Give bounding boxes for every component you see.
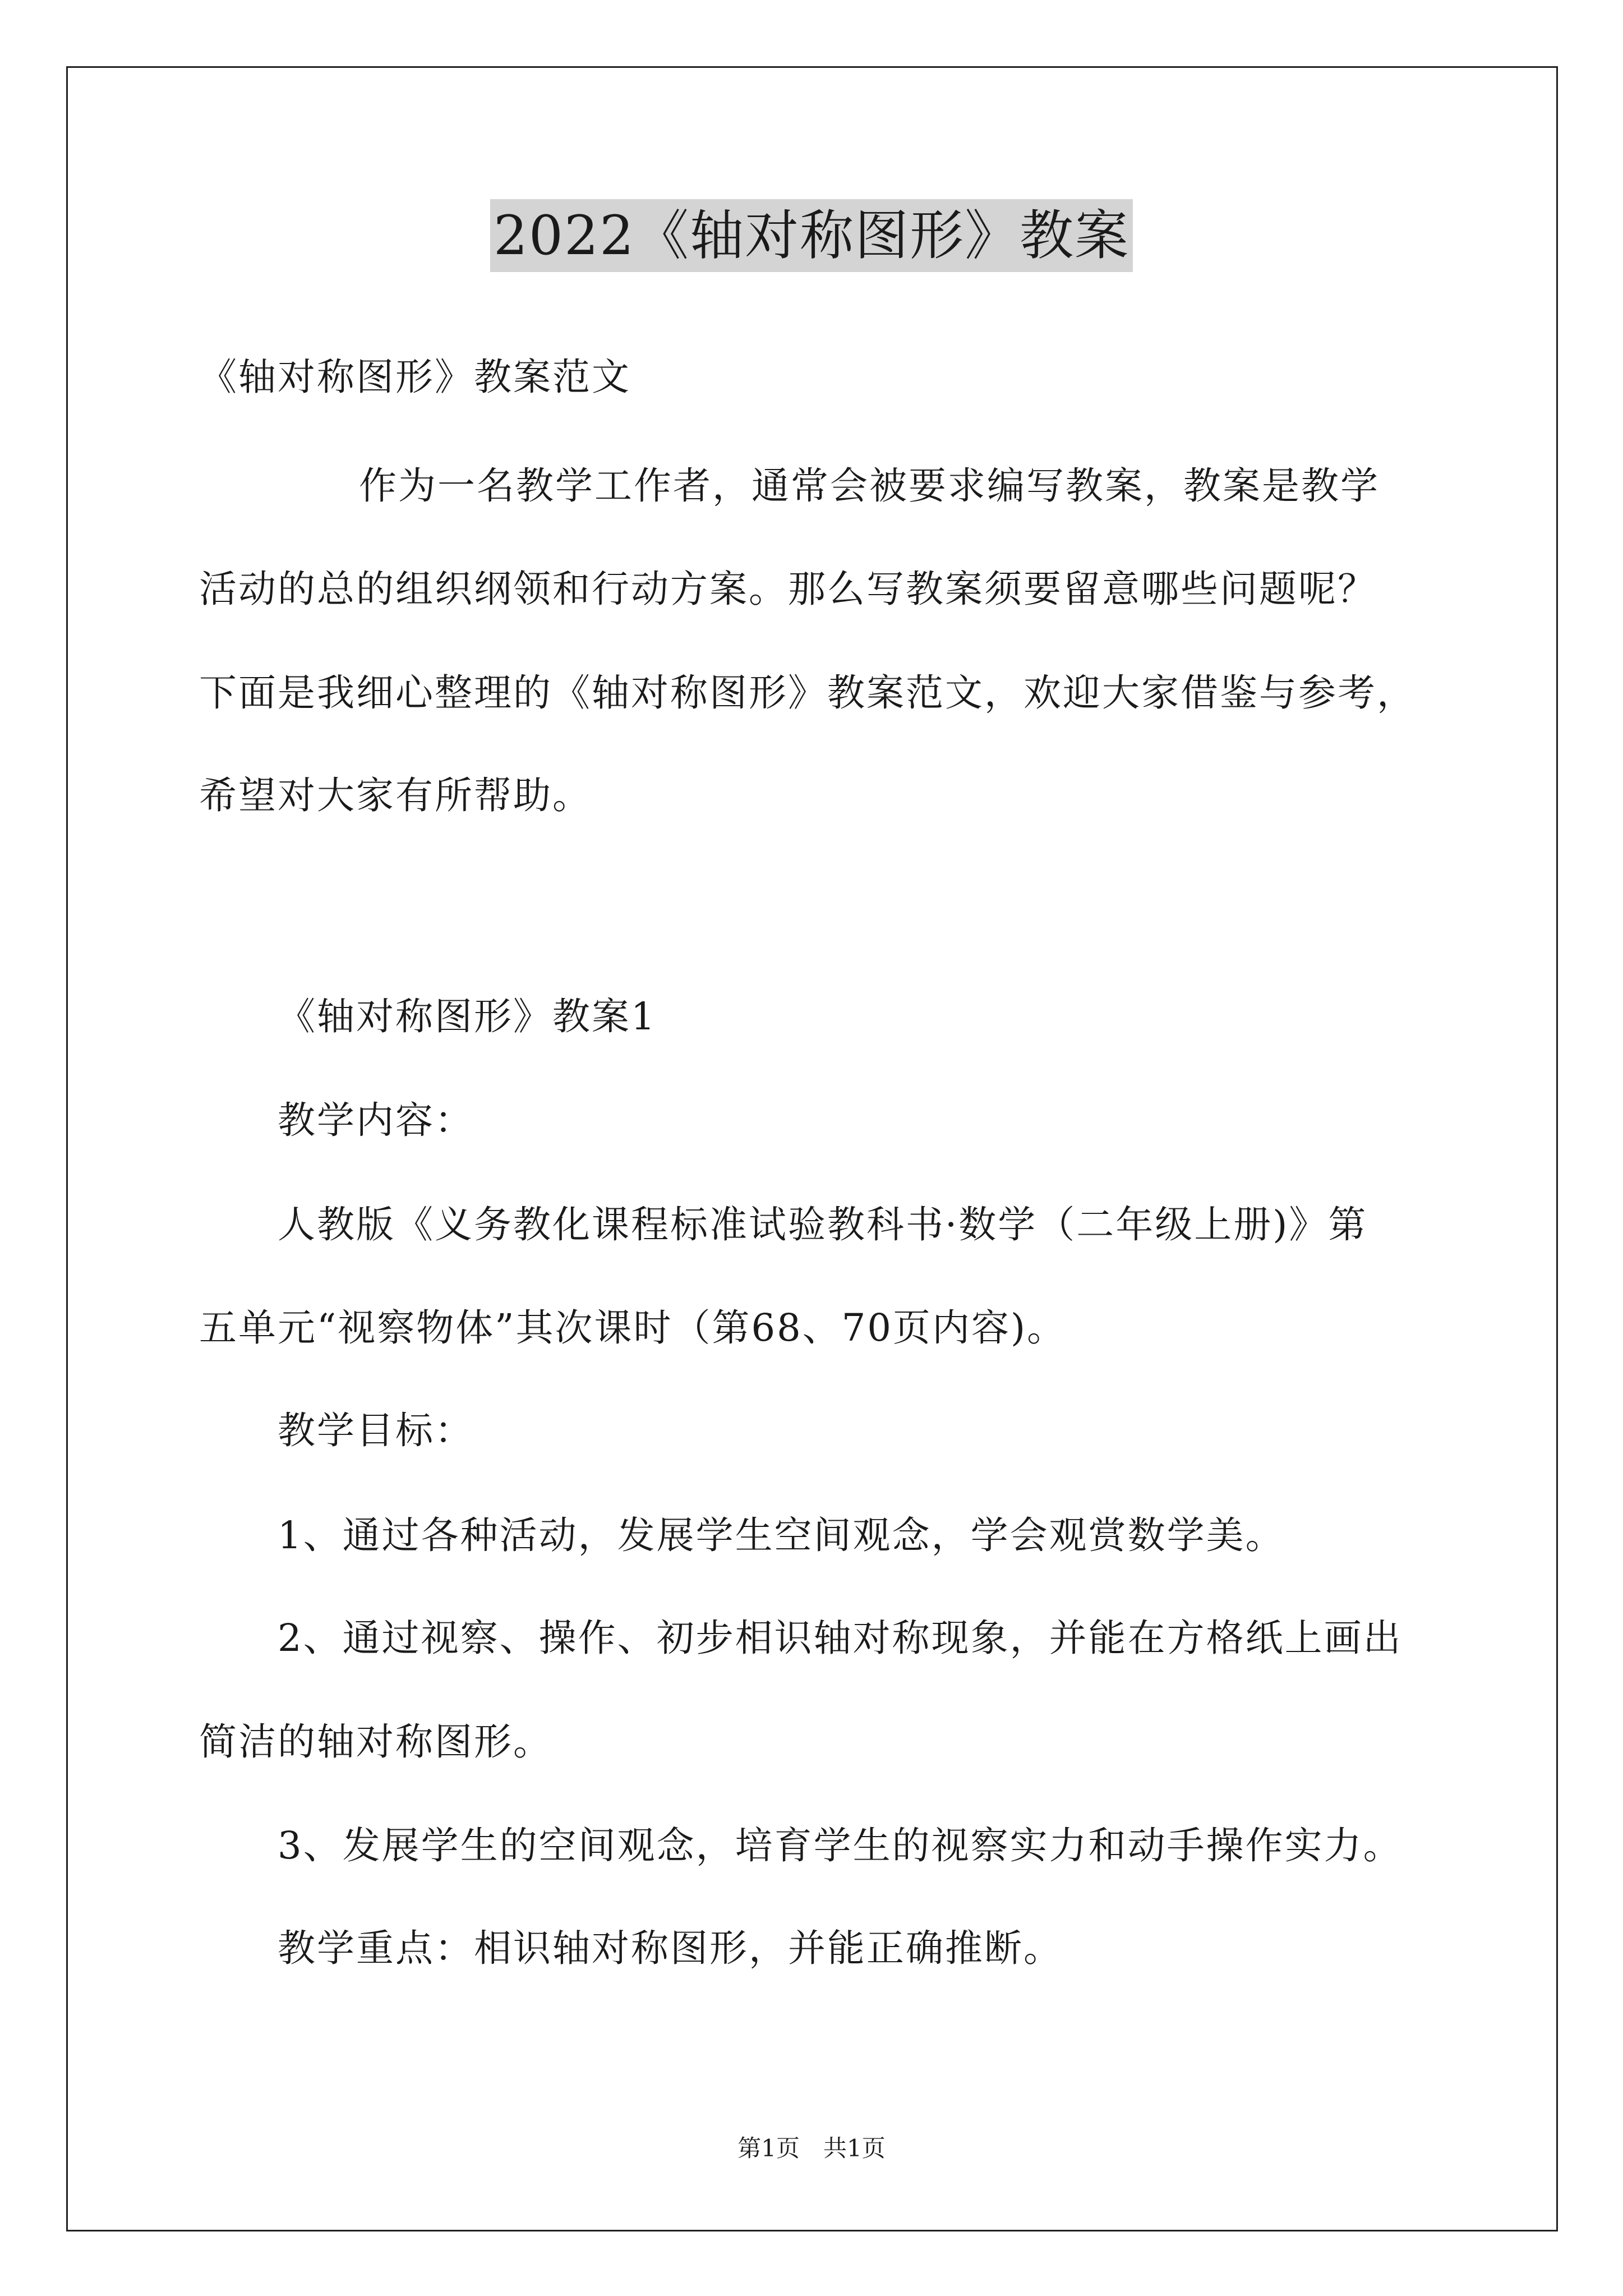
key-point: 教学重点：相识轴对称图形，并能正确推断。 bbox=[278, 1926, 1063, 1970]
title-wrap bbox=[0, 199, 1623, 272]
goal-line-1: 1、通过各种活动，发展学生空间观念，学会观赏数学美。 bbox=[278, 1513, 1285, 1557]
document-title: 2022《轴对称图形》教案 bbox=[490, 199, 1133, 272]
content-line-2: 五单元“视察物体”其次课时（第68、70页内容)。 bbox=[199, 1306, 1067, 1350]
section-heading: 《轴对称图形》教案1 bbox=[278, 995, 657, 1038]
intro-line-2: 活动的总的组织纲领和行动方案。那么写教案须要留意哪些问题呢？ bbox=[199, 567, 1377, 611]
content-line-1: 人教版《义务教化课程标准试验教科书·数学（二年级上册)》第 bbox=[278, 1203, 1368, 1246]
content-label: 教学内容： bbox=[278, 1098, 474, 1142]
page-footer: 第1页 共1页 bbox=[737, 2134, 886, 2162]
goal-line-2: 2、通过视察、操作、初步相识轴对称现象，并能在方格纸上画出 bbox=[278, 1616, 1403, 1660]
intro-line-4: 希望对大家有所帮助。 bbox=[199, 774, 592, 817]
intro-line-1: 作为一名教学工作者，通常会被要求编写教案，教案是教学 bbox=[359, 464, 1380, 508]
intro-line-3: 下面是我细心整理的《轴对称图形》教案范文，欢迎大家借鉴与参考， bbox=[199, 671, 1416, 715]
goal-line-4: 3、发展学生的空间观念，培育学生的视察实力和动手操作实力。 bbox=[278, 1824, 1403, 1867]
goal-line-3: 简洁的轴对称图形。 bbox=[199, 1720, 552, 1764]
document-subtitle: 《轴对称图形》教案范文 bbox=[199, 355, 631, 399]
goals-label: 教学目标： bbox=[278, 1409, 474, 1452]
